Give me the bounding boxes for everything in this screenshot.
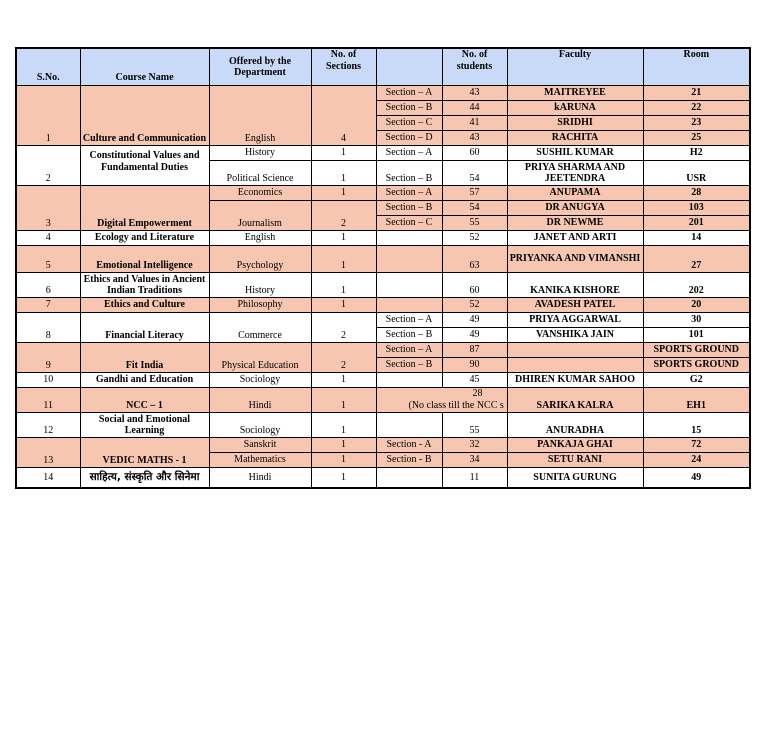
sections-count-cell: 1 — [311, 388, 376, 413]
section-cell — [376, 231, 442, 246]
header-department: Offered by the Department — [209, 48, 311, 86]
students-note-cell — [376, 388, 507, 413]
sections-count-cell: 4 — [311, 86, 376, 146]
department-cell: English — [209, 231, 311, 246]
course-name-cell: Financial Literacy — [80, 313, 209, 343]
table-row — [16, 388, 750, 413]
course-name-cell: Emotional Intelligence — [80, 246, 209, 273]
students-cell: 55 — [442, 216, 507, 231]
header-faculty: Faculty — [507, 48, 643, 86]
sno-cell: 4 — [16, 231, 80, 246]
course-name-cell: Culture and Communication — [80, 86, 209, 146]
students-cell: 55 — [442, 413, 507, 438]
header-no-of-sections: No. of Sections — [311, 48, 376, 86]
students-cell: 43 — [442, 131, 507, 146]
faculty-cell: PANKAJA GHAI — [507, 438, 643, 453]
sections-count-cell: 2 — [311, 201, 376, 231]
table-row — [16, 146, 750, 161]
students-cell: 54 — [442, 161, 507, 186]
room-cell: 201 — [643, 216, 750, 231]
faculty-cell: DHIREN KUMAR SAHOO — [507, 373, 643, 388]
section-cell: Section – B — [376, 358, 442, 373]
table-row — [16, 231, 750, 246]
sections-count-cell: 1 — [311, 468, 376, 488]
table-row — [16, 86, 750, 101]
sections-count-cell: 1 — [311, 373, 376, 388]
department-cell: Sociology — [209, 373, 311, 388]
section-cell: Section – A — [376, 146, 442, 161]
students-cell: 54 — [442, 201, 507, 216]
section-cell: Section – C — [376, 116, 442, 131]
sno-cell: 2 — [16, 146, 80, 186]
students-cell: 11 — [442, 468, 507, 488]
course-name-cell: Social and Emotional Learning — [80, 413, 209, 438]
students-cell: 49 — [442, 328, 507, 343]
faculty-cell: JANET AND ARTI — [507, 231, 643, 246]
room-cell: 20 — [643, 298, 750, 313]
room-cell: 14 — [643, 231, 750, 246]
table-row — [16, 373, 750, 388]
section-cell — [376, 298, 442, 313]
department-cell: Hindi — [209, 388, 311, 413]
table-row — [16, 246, 750, 273]
room-cell: 72 — [643, 438, 750, 453]
room-cell: 30 — [643, 313, 750, 328]
sno-cell: 13 — [16, 438, 80, 468]
sno-cell: 8 — [16, 313, 80, 343]
faculty-cell: MAITREYEE — [507, 86, 643, 101]
students-count: 28 — [472, 388, 483, 399]
room-cell: 23 — [643, 116, 750, 131]
students-cell: 34 — [442, 453, 507, 468]
sno-cell: 1 — [16, 86, 80, 146]
section-cell: Section – B — [376, 101, 442, 116]
students-cell: 45 — [442, 373, 507, 388]
students-cell: 60 — [442, 146, 507, 161]
course-name-cell: Gandhi and Education — [80, 373, 209, 388]
faculty-cell: VANSHIKA JAIN — [507, 328, 643, 343]
room-cell: EH1 — [643, 388, 750, 413]
room-cell: H2 — [643, 146, 750, 161]
section-cell: Section – C — [376, 216, 442, 231]
faculty-cell: SARIKA KALRA — [507, 388, 643, 413]
faculty-cell: SETU RANI — [507, 453, 643, 468]
sections-count-cell: 1 — [311, 231, 376, 246]
course-name-cell: Constitutional Values and Fundamental Duties — [80, 146, 209, 186]
sno-cell: 5 — [16, 246, 80, 273]
department-cell: English — [209, 86, 311, 146]
sections-count-cell: 2 — [311, 313, 376, 343]
faculty-cell: SUNITA GURUNG — [507, 468, 643, 488]
faculty-cell: ANUPAMA — [507, 186, 643, 201]
room-cell: SPORTS GROUND — [643, 358, 750, 373]
header-row — [16, 48, 750, 86]
faculty-cell: AVADESH PATEL — [507, 298, 643, 313]
students-cell: 52 — [442, 298, 507, 313]
header-course-name: Course Name — [80, 48, 209, 86]
section-cell: Section – B — [376, 201, 442, 216]
students-cell: 41 — [442, 116, 507, 131]
sno-cell: 9 — [16, 343, 80, 373]
header-section — [376, 48, 442, 86]
room-cell: 49 — [643, 468, 750, 488]
section-cell: Section – B — [376, 161, 442, 186]
ncc-note: (No class till the NCC s — [408, 400, 504, 411]
header-sno: S.No. — [16, 48, 80, 86]
department-cell: History — [209, 273, 311, 298]
room-cell: 101 — [643, 328, 750, 343]
course-name-cell: Fit India — [80, 343, 209, 373]
faculty-cell: KANIKA KISHORE — [507, 273, 643, 298]
table-row — [16, 438, 750, 453]
department-cell: Journalism — [209, 201, 311, 231]
students-cell: 32 — [442, 438, 507, 453]
faculty-cell: SUSHIL KUMAR — [507, 146, 643, 161]
course-name-cell: Digital Empowerment — [80, 186, 209, 231]
students-cell: 90 — [442, 358, 507, 373]
course-name-cell: Ethics and Values in Ancient Indian Traditions — [80, 273, 209, 298]
department-cell: Sociology — [209, 413, 311, 438]
course-name-cell: Ethics and Culture — [80, 298, 209, 313]
room-cell: 28 — [643, 186, 750, 201]
faculty-cell: PRIYA AGGARWAL — [507, 313, 643, 328]
sections-count-cell: 1 — [311, 453, 376, 468]
sno-cell: 6 — [16, 273, 80, 298]
section-cell: Section - A — [376, 438, 442, 453]
section-cell: Section – A — [376, 86, 442, 101]
course-name-cell: VEDIC MATHS - 1 — [80, 438, 209, 468]
faculty-cell: kARUNA — [507, 101, 643, 116]
section-cell — [376, 373, 442, 388]
section-cell: Section - B — [376, 453, 442, 468]
department-cell: Philosophy — [209, 298, 311, 313]
section-cell — [376, 413, 442, 438]
room-cell: 24 — [643, 453, 750, 468]
section-cell: Section – D — [376, 131, 442, 146]
sno-cell: 7 — [16, 298, 80, 313]
faculty-cell: DR ANUGYA — [507, 201, 643, 216]
department-cell: Mathematics — [209, 453, 311, 468]
room-cell: SPORTS GROUND — [643, 343, 750, 358]
sections-count-cell: 1 — [311, 161, 376, 186]
table-row — [16, 273, 750, 298]
sno-cell: 10 — [16, 373, 80, 388]
sno-cell: 11 — [16, 388, 80, 413]
sno-cell: 12 — [16, 413, 80, 438]
section-cell: Section – B — [376, 328, 442, 343]
faculty-cell: RACHITA — [507, 131, 643, 146]
department-cell: Psychology — [209, 246, 311, 273]
faculty-cell — [507, 358, 643, 373]
table-row — [16, 343, 750, 358]
students-cell: 87 — [442, 343, 507, 358]
students-cell: 63 — [442, 246, 507, 273]
faculty-cell — [507, 343, 643, 358]
header-no-of-students: No. of students — [442, 48, 507, 86]
department-cell: History — [209, 146, 311, 161]
header-room: Room — [643, 48, 750, 86]
section-cell — [376, 246, 442, 273]
table-row — [16, 186, 750, 201]
sections-count-cell: 1 — [311, 298, 376, 313]
faculty-cell: DR NEWME — [507, 216, 643, 231]
faculty-cell: PRIYA SHARMA AND JEETENDRA — [507, 161, 643, 186]
students-cell: 44 — [442, 101, 507, 116]
sno-cell: 3 — [16, 186, 80, 231]
department-cell: Physical Education — [209, 343, 311, 373]
course-allocation-table — [15, 47, 751, 489]
department-cell: Sanskrit — [209, 438, 311, 453]
course-name-cell: NCC – 1 — [80, 388, 209, 413]
sections-count-cell: 1 — [311, 438, 376, 453]
room-cell: 22 — [643, 101, 750, 116]
room-cell: G2 — [643, 373, 750, 388]
room-cell: 103 — [643, 201, 750, 216]
sections-count-cell: 1 — [311, 273, 376, 298]
room-cell: 27 — [643, 246, 750, 273]
sections-count-cell: 1 — [311, 186, 376, 201]
students-cell: 60 — [442, 273, 507, 298]
table-row — [16, 313, 750, 328]
faculty-cell: ANURADHA — [507, 413, 643, 438]
room-cell: 21 — [643, 86, 750, 101]
section-cell — [376, 273, 442, 298]
department-cell: Economics — [209, 186, 311, 201]
table-row — [16, 413, 750, 438]
room-cell: 25 — [643, 131, 750, 146]
sections-count-cell: 2 — [311, 343, 376, 373]
section-cell: Section – A — [376, 313, 442, 328]
department-cell: Political Science — [209, 161, 311, 186]
students-cell: 49 — [442, 313, 507, 328]
students-cell: 43 — [442, 86, 507, 101]
course-name-cell: Ecology and Literature — [80, 231, 209, 246]
sections-count-cell: 1 — [311, 146, 376, 161]
room-cell: USR — [643, 161, 750, 186]
students-cell: 57 — [442, 186, 507, 201]
table-row — [16, 298, 750, 313]
course-name-cell: साहित्य, संस्कृति और सिनेमा — [80, 468, 209, 488]
room-cell: 202 — [643, 273, 750, 298]
department-cell: Hindi — [209, 468, 311, 488]
room-cell: 15 — [643, 413, 750, 438]
table-row — [16, 468, 750, 488]
sno-cell: 14 — [16, 468, 80, 488]
section-cell: Section – A — [376, 186, 442, 201]
section-cell — [376, 468, 442, 488]
section-cell: Section – A — [376, 343, 442, 358]
students-cell: 52 — [442, 231, 507, 246]
faculty-cell: PRIYANKA AND VIMANSHI — [507, 246, 643, 273]
sections-count-cell: 1 — [311, 413, 376, 438]
sections-count-cell: 1 — [311, 246, 376, 273]
department-cell: Commerce — [209, 313, 311, 343]
faculty-cell: SRIDHI — [507, 116, 643, 131]
